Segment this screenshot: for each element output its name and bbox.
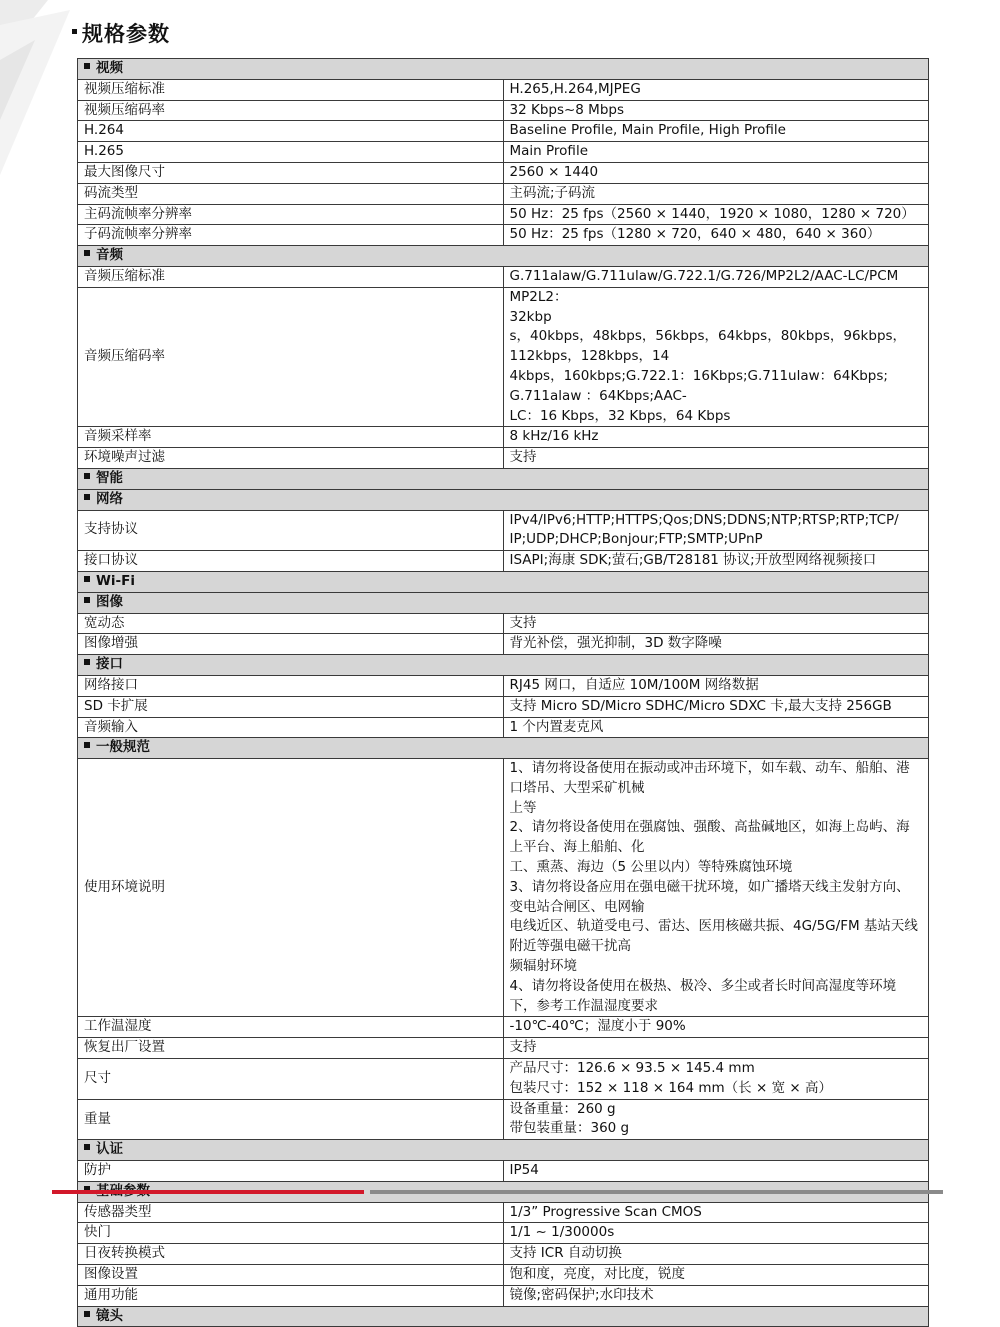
spec-value-line: H.265,H.264,MJPEG xyxy=(509,80,641,97)
spec-value-line: 3、请勿将设备应用在强电磁干扰环境，如广播塔天线主发射方向、变电站合闸区、电网输 xyxy=(509,878,910,915)
spec-value-line: MP2L2： xyxy=(509,288,568,305)
spec-value xyxy=(503,287,929,427)
spec-value-line: IP;UDP;DHCP;Bonjour;FTP;SMTP;UPnP xyxy=(509,531,763,548)
spec-label: 图像设置 xyxy=(78,1265,504,1286)
spec-value-line: 支持 xyxy=(509,1039,537,1056)
section-header-cell xyxy=(78,1140,929,1161)
footer-gray-bar xyxy=(370,1190,943,1194)
section-bullet-icon xyxy=(84,659,90,665)
spec-value xyxy=(503,510,929,551)
spec-table-body xyxy=(78,59,929,1327)
spec-value-line: 背光补偿，强光抑制，3D 数字降噪 xyxy=(509,635,722,652)
section-header-row xyxy=(78,59,929,80)
spec-row xyxy=(78,1099,929,1140)
spec-value-line: 1 个内置麦克风 xyxy=(509,718,604,735)
section-bullet-icon xyxy=(84,1144,90,1150)
spec-value-line: 50 Hz：25 fps（2560 × 1440，1920 × 1080，1280 × 720） xyxy=(509,205,915,222)
spec-label: 视频压缩码率 xyxy=(78,100,504,121)
section-header-row xyxy=(78,1140,929,1161)
section-header-row xyxy=(78,246,929,267)
section-title: 音频 xyxy=(96,247,123,264)
spec-label: 最大图像尺寸 xyxy=(78,162,504,183)
section-header-cell xyxy=(78,59,929,80)
section-bullet-icon xyxy=(84,576,90,582)
section-header-cell xyxy=(78,1306,929,1327)
spec-value-line: 支持 xyxy=(509,449,537,466)
spec-value xyxy=(503,225,929,246)
spec-row xyxy=(78,79,929,100)
section-header-row xyxy=(78,655,929,676)
section-bullet-icon xyxy=(84,742,90,748)
spec-row xyxy=(78,675,929,696)
spec-value-line: 频辐射环境 xyxy=(509,958,577,975)
spec-value-line: ISAPI;海康 SDK;萤石;GB/T28181 协议;开放型网络视频接口 xyxy=(509,552,877,569)
spec-value-line: 8 kHz/16 kHz xyxy=(509,428,599,445)
spec-value xyxy=(503,204,929,225)
spec-row xyxy=(78,1285,929,1306)
spec-value-line: 1/1 ~ 1/30000s xyxy=(509,1224,615,1241)
spec-value-line: 带包装重量：360 g xyxy=(509,1120,630,1137)
section-title: 一般规范 xyxy=(96,739,150,756)
section-title: Wi-Fi xyxy=(96,572,135,589)
spec-row xyxy=(78,613,929,634)
spec-value-line: 上等 xyxy=(509,799,537,816)
spec-label: 环境噪声过滤 xyxy=(78,448,504,469)
spec-value-line: 2560 × 1440 xyxy=(509,163,599,180)
spec-value xyxy=(503,696,929,717)
spec-value xyxy=(503,759,929,1017)
spec-value xyxy=(503,121,929,142)
spec-value xyxy=(503,448,929,469)
spec-row xyxy=(78,1017,929,1038)
section-header-cell xyxy=(78,468,929,489)
section-header-cell xyxy=(78,246,929,267)
section-bullet-icon xyxy=(84,63,90,69)
section-bullet-icon xyxy=(84,250,90,256)
spec-label: 工作温湿度 xyxy=(78,1017,504,1038)
spec-value xyxy=(503,1265,929,1286)
section-title: 智能 xyxy=(96,469,123,486)
spec-value xyxy=(503,183,929,204)
spec-label: 宽动态 xyxy=(78,613,504,634)
page-title xyxy=(72,18,170,48)
spec-value xyxy=(503,142,929,163)
spec-value xyxy=(503,613,929,634)
section-title: 镜头 xyxy=(96,1307,123,1324)
spec-value-line: s，40kbps，48kbps，56kbps，64kbps，80kbps，96kbps，112kbps，128kbps，14 xyxy=(509,328,907,365)
spec-value-line: 产品尺寸：126.6 × 93.5 × 145.4 mm xyxy=(509,1060,755,1077)
footer-red-bar xyxy=(52,1190,364,1194)
spec-value xyxy=(503,100,929,121)
spec-value xyxy=(503,1202,929,1223)
spec-value-line: 主码流;子码流 xyxy=(509,184,596,201)
spec-value-line: 支持 xyxy=(509,614,537,631)
spec-row xyxy=(78,183,929,204)
spec-row xyxy=(78,696,929,717)
spec-value xyxy=(503,551,929,572)
section-title: 视频 xyxy=(96,60,123,76)
spec-value xyxy=(503,1059,929,1100)
section-header-row xyxy=(78,592,929,613)
spec-value xyxy=(503,79,929,100)
spec-row xyxy=(78,204,929,225)
title-bullet-icon xyxy=(72,29,77,34)
spec-row xyxy=(78,266,929,287)
spec-value xyxy=(503,1161,929,1182)
spec-label: 通用功能 xyxy=(78,1285,504,1306)
spec-value xyxy=(503,717,929,738)
spec-label: 恢复出厂设置 xyxy=(78,1038,504,1059)
spec-row xyxy=(78,1244,929,1265)
section-title: 认证 xyxy=(96,1141,123,1158)
spec-value-line: 工、熏蒸、海边（5 公里以内）等特殊腐蚀环境 xyxy=(509,859,793,876)
section-header-row xyxy=(78,738,929,759)
section-title: 网络 xyxy=(96,490,123,507)
spec-label: 防护 xyxy=(78,1161,504,1182)
spec-label: 视频压缩标准 xyxy=(78,79,504,100)
spec-label: 支持协议 xyxy=(78,510,504,551)
spec-row xyxy=(78,551,929,572)
spec-row xyxy=(78,100,929,121)
spec-value-line: 电线近区、轨道受电弓、雷达、医用核磁共振、4G/5G/FM 基站天线附近等强电磁干扰高 xyxy=(509,918,918,955)
spec-value xyxy=(503,266,929,287)
section-bullet-icon xyxy=(84,1311,90,1317)
spec-label: 使用环境说明 xyxy=(78,759,504,1017)
section-bullet-icon xyxy=(84,597,90,603)
spec-row xyxy=(78,1059,929,1100)
spec-label: 图像增强 xyxy=(78,634,504,655)
spec-value xyxy=(503,162,929,183)
section-header-row xyxy=(78,489,929,510)
spec-value-line: 4kbps，160kbps;G.722.1：16Kbps;G.711ulaw：64Kbps; G.711alaw ：64Kbps;AAC- xyxy=(509,367,888,404)
spec-row xyxy=(78,287,929,427)
spec-row xyxy=(78,759,929,1017)
section-header-cell xyxy=(78,592,929,613)
spec-value xyxy=(503,1285,929,1306)
spec-row xyxy=(78,1265,929,1286)
spec-table xyxy=(77,58,929,1327)
spec-value-line: 支持 ICR 自动切换 xyxy=(509,1245,622,1262)
spec-value-line: LC：16 Kbps，32 Kbps，64 Kbps xyxy=(509,407,731,424)
spec-row xyxy=(78,1223,929,1244)
spec-label: 传感器类型 xyxy=(78,1202,504,1223)
section-header-cell xyxy=(78,738,929,759)
spec-value xyxy=(503,1099,929,1140)
spec-value-line: 1/3” Progressive Scan CMOS xyxy=(509,1203,702,1220)
spec-value-line: 支持 Micro SD/Micro SDHC/Micro SDXC 卡,最大支持 256GB xyxy=(509,697,892,714)
spec-value xyxy=(503,1223,929,1244)
section-bullet-icon xyxy=(84,494,90,500)
spec-label: 重量 xyxy=(78,1099,504,1140)
spec-value-line: 镜像;密码保护;水印技术 xyxy=(509,1286,654,1303)
spec-label: H.265 xyxy=(78,142,504,163)
spec-row xyxy=(78,1161,929,1182)
spec-label: 音频压缩码率 xyxy=(78,287,504,427)
spec-value xyxy=(503,1017,929,1038)
spec-value-line: -10℃-40℃；湿度小于 90% xyxy=(509,1018,686,1035)
spec-value-line: IPv4/IPv6;HTTP;HTTPS;Qos;DNS;DDNS;NTP;RTSP;RTP;TCP/ xyxy=(509,511,899,528)
spec-value-line: 设备重量：260 g xyxy=(509,1100,616,1117)
spec-label: 音频输入 xyxy=(78,717,504,738)
page-title-text: 规格参数 xyxy=(82,22,170,46)
spec-value-line: Main Profile xyxy=(509,143,588,160)
spec-label: H.264 xyxy=(78,121,504,142)
spec-value-line: 饱和度，亮度，对比度，锐度 xyxy=(509,1266,685,1283)
spec-label: 音频压缩标准 xyxy=(78,266,504,287)
spec-value-line: 包装尺寸：152 × 118 × 164 mm（长 × 宽 × 高） xyxy=(509,1079,832,1096)
spec-row xyxy=(78,510,929,551)
spec-row xyxy=(78,634,929,655)
section-title: 图像 xyxy=(96,593,123,610)
spec-value xyxy=(503,1244,929,1265)
spec-value-line: 50 Hz：25 fps（1280 × 720，640 × 480，640 × 360） xyxy=(509,226,881,243)
spec-value xyxy=(503,634,929,655)
spec-row xyxy=(78,142,929,163)
spec-value-line: 4、请勿将设备使用在极热、极冷、多尘或者长时间高湿度等环境下，参考工作温湿度要求 xyxy=(509,977,897,1014)
spec-label: 日夜转换模式 xyxy=(78,1244,504,1265)
spec-row xyxy=(78,225,929,246)
spec-label: 接口协议 xyxy=(78,551,504,572)
spec-row xyxy=(78,1202,929,1223)
spec-value xyxy=(503,1038,929,1059)
spec-row xyxy=(78,121,929,142)
spec-label: 音频采样率 xyxy=(78,427,504,448)
spec-label: 码流类型 xyxy=(78,183,504,204)
section-header-row xyxy=(78,571,929,592)
spec-value-line: RJ45 网口，自适应 10M/100M 网络数据 xyxy=(509,676,759,693)
spec-row xyxy=(78,448,929,469)
section-header-cell xyxy=(78,655,929,676)
spec-row xyxy=(78,162,929,183)
spec-value-line: G.711alaw/G.711ulaw/G.722.1/G.726/MP2L2/AAC-LC/PCM xyxy=(509,267,899,284)
spec-value-line: Baseline Profile, Main Profile, High Profile xyxy=(509,122,786,139)
section-header-cell xyxy=(78,489,929,510)
section-title: 接口 xyxy=(96,656,123,673)
spec-label: 主码流帧率分辨率 xyxy=(78,204,504,225)
spec-value xyxy=(503,427,929,448)
spec-label: 子码流帧率分辨率 xyxy=(78,225,504,246)
spec-value-line: 1、请勿将设备使用在振动或冲击环境下，如车载、动车、船舶、港口塔吊、大型采矿机械 xyxy=(509,760,910,796)
corner-decoration xyxy=(0,0,75,180)
spec-value-line: 32kbp xyxy=(509,308,552,325)
spec-label: SD 卡扩展 xyxy=(78,696,504,717)
spec-label: 网络接口 xyxy=(78,675,504,696)
spec-row xyxy=(78,427,929,448)
spec-value xyxy=(503,675,929,696)
spec-row xyxy=(78,717,929,738)
spec-value-line: IP54 xyxy=(509,1162,539,1179)
spec-label: 尺寸 xyxy=(78,1059,504,1100)
spec-row xyxy=(78,1038,929,1059)
section-bullet-icon xyxy=(84,473,90,479)
section-header-row xyxy=(78,1306,929,1327)
section-header-cell xyxy=(78,571,929,592)
spec-label: 快门 xyxy=(78,1223,504,1244)
spec-value-line: 32 Kbps~8 Mbps xyxy=(509,101,625,118)
section-header-row xyxy=(78,468,929,489)
spec-value-line: 2、请勿将设备使用在强腐蚀、强酸、高盐碱地区，如海上岛屿、海上平台、海上船舶、化 xyxy=(509,819,910,856)
